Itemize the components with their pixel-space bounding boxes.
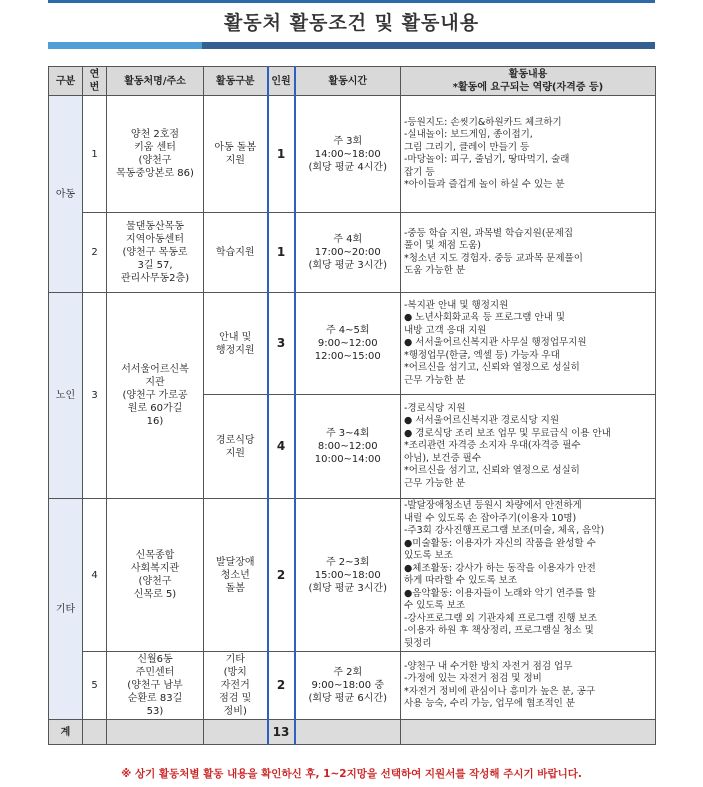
place-line: (양천구 남부 (127, 680, 183, 691)
content-line: -마당놀이: 피구, 줄넘기, 땅따먹기, 술래 (404, 154, 570, 165)
content-line: 있도록 보조 (404, 550, 453, 561)
content-line: 사용 능숙, 수리 가능, 업무에 협조적인 분 (404, 698, 575, 709)
total-empty (107, 720, 204, 745)
content-line: ●음악활동: 이용자들이 노래와 악기 연주를 할 (404, 587, 596, 599)
place-line: 지관 (145, 377, 165, 388)
time-line: 15:00~18:00 (314, 569, 381, 581)
content-line: -가정에 있는 자전거 점검 및 정비 (404, 673, 542, 684)
content-line: *청소년 지도 경험자. 중등 교과목 문제풀이 (404, 252, 583, 264)
content-line: *아이들과 즐겁게 놀이 하실 수 있는 분 (404, 179, 565, 190)
time-line: 17:00~20:00 (314, 247, 381, 258)
row-time (295, 96, 401, 213)
place-line: (양천구 가로공 (122, 390, 188, 401)
row-place (107, 652, 204, 720)
content-line: ● 노년사회화교육 등 프로그램 안내 및 (404, 312, 566, 324)
content-line: -주3회 강사진행프로그램 보조(미술, 체육, 음악) (404, 525, 605, 536)
content-line: 풀이 및 채점 도움) (404, 240, 482, 251)
type-line: 자전거 (220, 680, 250, 691)
type-line: 청소년 (220, 569, 250, 581)
type-line: 돌봄 (225, 582, 245, 594)
row-time (295, 652, 401, 720)
place-line: 순환로 83길 (127, 693, 183, 704)
row-persons: 1 (268, 213, 295, 293)
group-label: 아동 (55, 188, 76, 200)
time-line: 10:00~14:00 (314, 454, 381, 465)
content-line: 근무 가능한 분 (404, 374, 466, 386)
content-line: -실내놀이: 보드게임, 종이접기, (404, 129, 533, 140)
row-time (295, 499, 401, 652)
type-line: 발달장애 (215, 556, 255, 568)
table-row (49, 293, 656, 395)
top-rule (48, 0, 655, 3)
content-line: -이용자 하원 후 책상정리, 프로그램실 청소 및 (404, 625, 594, 636)
time-line: 9:00~12:00 (317, 338, 378, 349)
place-line: (양천구 목동로 (122, 247, 188, 258)
place-line: 신월6동 (137, 654, 173, 665)
content-line: ● 서서울어르신복지관 경로식당 지원 (404, 415, 560, 427)
place-line: 신목로 5) (133, 589, 177, 600)
time-line: 주 2~3회 (325, 556, 370, 568)
time-line: 주 4회 (333, 234, 363, 245)
type-line: (방치 (223, 667, 247, 678)
row-type (204, 96, 268, 213)
header-row (49, 67, 656, 96)
row-content (401, 395, 656, 499)
type-line: 경로식당 (215, 434, 255, 446)
time-line: 9:00~18:00 중 (311, 680, 384, 691)
time-line: (회당 평균 3시간) (308, 260, 387, 271)
row-type (204, 213, 268, 293)
content-line: 수 있도록 보조 (404, 600, 466, 611)
time-line: (회당 평균 6시간) (308, 693, 387, 704)
row-no: 2 (83, 213, 107, 293)
row-no: 5 (83, 652, 107, 720)
header-persons: 인원 (268, 67, 295, 96)
content-line: ●미술활동: 이용자가 자신의 작품을 완성할 수 (404, 537, 596, 549)
time-line: 12:00~15:00 (314, 351, 381, 362)
row-persons: 4 (268, 395, 295, 499)
place-line: 지역아동센터 (126, 234, 184, 245)
type-line: 기타 (225, 654, 245, 665)
type-line: 정비) (223, 706, 247, 717)
content-line: *행정업무(한글, 엑셀 등) 가능자 우대 (404, 349, 560, 361)
table-row (49, 213, 656, 293)
header-content (401, 67, 656, 96)
place-line: 원로 60가길 (127, 403, 183, 414)
content-line: 도움 가능한 분 (404, 265, 466, 276)
group-label: 노인 (55, 390, 76, 401)
content-line: 뒷정리 (404, 637, 432, 649)
content-line: 내방 고객 응대 지원 (404, 324, 487, 336)
time-line: 주 4~5회 (325, 325, 370, 336)
type-line: 아동 돌봄 (214, 142, 257, 153)
content-line: ● 경로식당 조리 보조 업무 및 무료급식 이용 안내 (404, 427, 611, 439)
content-line: -등원지도: 손씻기&하원카드 체크하기 (404, 116, 562, 128)
row-content (401, 499, 656, 652)
content-line: 하게 따라할 수 있도록 보조 (404, 575, 518, 586)
type-line: 행정지원 (215, 344, 255, 356)
header-time: 활동시간 (295, 67, 401, 96)
content-line: ● 서서울어르신복지관 사무실 행정업무지원 (404, 337, 587, 349)
time-line: (회당 평균 3시간) (308, 582, 387, 594)
row-type (204, 652, 268, 720)
content-line: -발달장애청소년 등원시 차량에서 안전하게 (404, 500, 582, 511)
place-line: (양천구 (138, 155, 172, 166)
row-time (295, 395, 401, 499)
row-content (401, 96, 656, 213)
group-label: 기타 (55, 603, 76, 615)
content-line: 아님), 보건증 필수 (404, 452, 482, 464)
place-line: 관리사무동2층) (120, 273, 190, 284)
header-content-sub: *활동에 요구되는 역량(자격증 등) (452, 82, 604, 93)
content-line: 그림 그리기, 클레이 만들기 등 (404, 141, 530, 153)
header-gubun: 구분 (49, 67, 83, 96)
time-line: 14:00~18:00 (314, 148, 381, 160)
row-place (107, 96, 204, 213)
row-time (295, 293, 401, 395)
content-line: -양천구 내 수거한 방치 자전거 점검 업무 (404, 660, 573, 672)
header-type: 활동구분 (204, 67, 268, 96)
title-bar-dark (202, 42, 655, 49)
table-row (49, 499, 656, 652)
place-line: 주민센터 (135, 667, 175, 678)
place-line: 서서울어르신복 (121, 364, 189, 375)
content-line: -경로식당 지원 (404, 402, 466, 414)
row-type (204, 293, 268, 395)
row-place (107, 293, 204, 499)
row-content (401, 213, 656, 293)
row-persons: 1 (268, 96, 295, 213)
row-persons: 3 (268, 293, 295, 395)
group-other (49, 499, 83, 720)
footer-note: ※ 상기 활동처별 활동 내용을 확인하신 후, 1~2지망을 선택하여 지원서를 작성해 주시기 바랍니다. (121, 768, 582, 780)
group-elder (49, 293, 83, 499)
total-label: 계 (49, 720, 83, 745)
total-empty (401, 720, 656, 745)
place-line: 53) (146, 706, 164, 717)
header-content-main: 활동내용 (508, 69, 548, 80)
table-row (49, 652, 656, 720)
row-no: 4 (83, 499, 107, 652)
row-content (401, 652, 656, 720)
place-line: 신목종합 (135, 550, 175, 561)
row-persons: 2 (268, 499, 295, 652)
content-line: *자전거 정비에 관심이나 흥미가 높은 분, 공구 (404, 685, 596, 697)
header-place: 활동처명/주소 (107, 67, 204, 96)
time-line: 8:00~12:00 (317, 441, 378, 452)
group-child (49, 96, 83, 293)
time-line: 주 3~4회 (325, 428, 370, 439)
place-line: (양천구 (138, 576, 172, 587)
type-line: 학습지원 (215, 247, 255, 258)
row-persons: 2 (268, 652, 295, 720)
total-empty (204, 720, 268, 745)
time-line: 주 2회 (333, 667, 363, 678)
content-line: *어르신을 섬기고, 신뢰와 열정으로 성실히 (404, 362, 580, 374)
time-line: 주 3회 (333, 135, 363, 147)
title-bar-light (48, 42, 202, 49)
content-line: -중등 학습 지원, 과목별 학습지원(문제집 (404, 227, 574, 239)
type-line: 지원 (225, 155, 245, 166)
time-line: (회당 평균 4시간) (308, 161, 387, 173)
place-line: 물댄동산목동 (126, 221, 184, 232)
place-line: 키움 센터 (134, 142, 176, 153)
total-row (49, 720, 656, 745)
total-persons: 13 (268, 720, 295, 745)
total-empty (83, 720, 107, 745)
page-title: 활동처 활동조건 및 활동내용 (223, 12, 480, 34)
place-line: 양천 2호점 (130, 129, 180, 140)
content-line: 잡기 등 (404, 166, 435, 178)
activity-table (48, 66, 656, 745)
row-time (295, 213, 401, 293)
place-line: 16) (146, 416, 164, 427)
row-type (204, 395, 268, 499)
header-yeonbeon: 연번 (83, 67, 107, 96)
type-line: 지원 (225, 447, 245, 459)
content-line: *어르신을 섬기고, 신뢰와 열정으로 성실히 (404, 465, 580, 477)
title-area (0, 0, 703, 50)
row-place (107, 213, 204, 293)
row-no: 1 (83, 96, 107, 213)
content-line: -복지관 안내 및 행정지원 (404, 299, 509, 311)
type-line: 안내 및 (219, 331, 252, 343)
row-type (204, 499, 268, 652)
table-row (49, 96, 656, 213)
row-place (107, 499, 204, 652)
place-line: 3길 57, (137, 260, 173, 271)
type-line: 점검 및 (219, 693, 252, 704)
place-line: 목동중앙본로 86) (116, 168, 194, 179)
total-empty (295, 720, 401, 745)
content-line: *조리관련 자격증 소지자 우대(자격증 필수 (404, 440, 581, 452)
content-line: 내릴 수 있도록 손 잡아주기(이용자 10명) (404, 512, 577, 524)
content-line: 근무 가능한 분 (404, 477, 466, 489)
row-content (401, 293, 656, 395)
content-line: ●체조활동: 강사가 하는 동작을 이용자가 안전 (404, 562, 596, 574)
content-line: -강사프로그램 외 기관자체 프로그램 진행 보조 (404, 612, 597, 624)
place-line: 사회복지관 (130, 563, 180, 574)
row-no: 3 (83, 293, 107, 499)
